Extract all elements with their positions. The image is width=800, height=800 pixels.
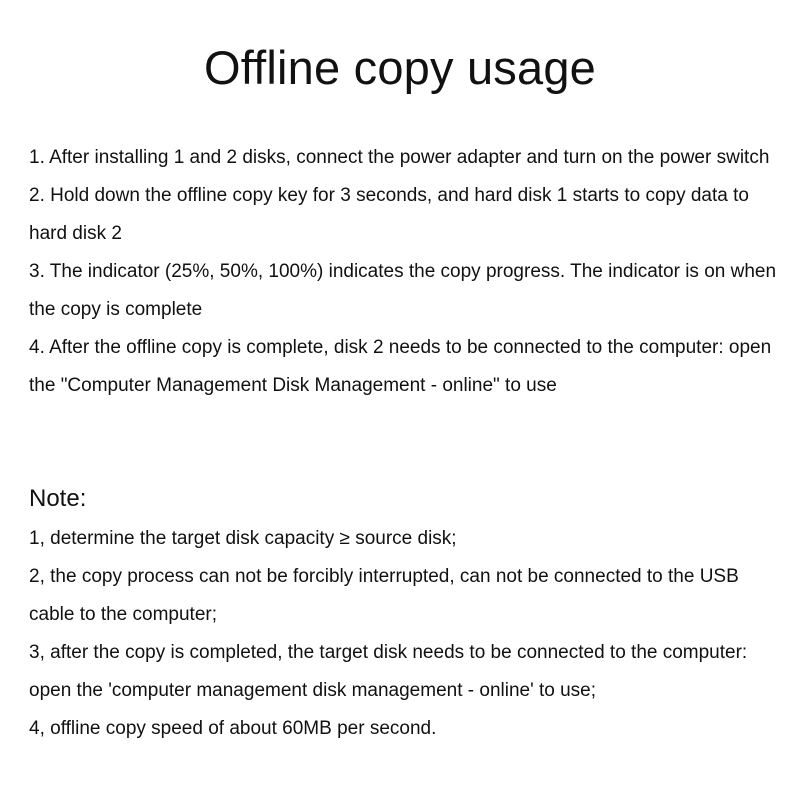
note-item-1: 1, determine the target disk capacity ≥ source disk; — [29, 528, 457, 549]
note-item-2: 2, the copy process can not be forcibly interrupted, can not be connected to the USB cable to the computer; — [29, 566, 739, 625]
notes-list — [29, 520, 789, 748]
usage-step-2: 2. Hold down the offline copy key for 3 seconds, and hard disk 1 starts to copy data to hard disk 2 — [29, 185, 749, 244]
usage-step-3: 3. The indicator (25%, 50%, 100%) indicates the copy progress. The indicator is on when the copy is complete — [29, 261, 777, 320]
note-item-4: 4, offline copy speed of about 60MB per second. — [29, 718, 437, 739]
note-heading: Note: — [29, 485, 87, 512]
usage-step-1: 1. After installing 1 and 2 disks, connect the power adapter and turn on the power switch — [29, 147, 770, 168]
page-title: Offline copy usage — [203, 41, 597, 94]
note-item-3: 3, after the copy is completed, the target disk needs to be connected to the computer: open the 'computer management disk management - online' to use; — [29, 642, 748, 701]
usage-step-4: 4. After the offline copy is complete, disk 2 needs to be connected to the computer: open the "Computer Management Disk Management - online" to use — [29, 337, 772, 396]
usage-steps-list — [29, 139, 789, 405]
